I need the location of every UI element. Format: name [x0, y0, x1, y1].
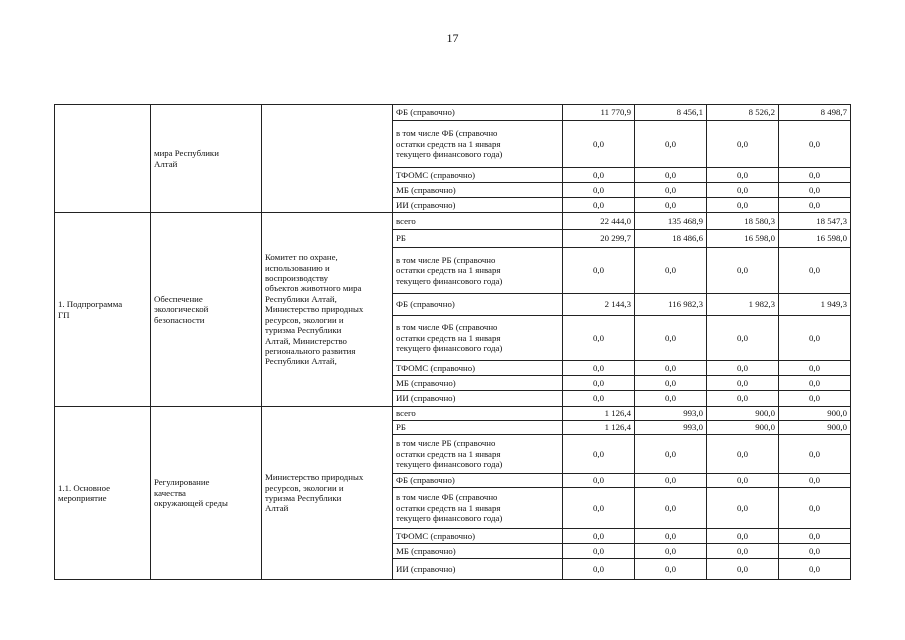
amount-cell-year-1: 0,0	[563, 121, 635, 168]
funding-source-label: ИИ (справочно)	[396, 199, 456, 210]
amount-cell-year-2: 18 486,6	[635, 230, 707, 248]
funding-source-label: МБ (справочно)	[396, 377, 456, 388]
amount-cell-year-4: 0,0	[779, 529, 851, 544]
amount-cell-year-2: 0,0	[635, 248, 707, 294]
amount-cell-year-3: 8 526,2	[707, 105, 779, 121]
amount-cell-year-2: 0,0	[635, 435, 707, 474]
amount-cell-year-2: 0,0	[635, 361, 707, 376]
amount-cell-year-3: 0,0	[707, 248, 779, 294]
executor-cell	[262, 105, 393, 213]
amount-cell-year-2: 0,0	[635, 168, 707, 183]
amount-cell-year-3: 900,0	[707, 407, 779, 421]
program-goal-cell	[151, 213, 262, 407]
amount-cell-year-2: 8 456,1	[635, 105, 707, 121]
amount-cell-year-1: 0,0	[563, 183, 635, 198]
amount-cell-year-3: 0,0	[707, 121, 779, 168]
amount-cell-year-3: 18 580,3	[707, 213, 779, 230]
amount-cell-year-3: 0,0	[707, 435, 779, 474]
budget-table	[54, 104, 851, 580]
amount-cell-year-2: 0,0	[635, 488, 707, 529]
funding-source-label: в том числе ФБ (справочно остатки средств на 1 января текущего финансового года)	[396, 128, 503, 160]
amount-cell-year-1: 0,0	[563, 198, 635, 213]
program-goal-cell-text: Обеспечение экологической безопасности	[154, 293, 209, 325]
funding-source-label: в том числе РБ (справочно остатки средств на 1 января текущего финансового года)	[396, 438, 503, 470]
amount-cell-year-4: 0,0	[779, 544, 851, 559]
funding-source-cell	[393, 559, 563, 580]
amount-cell-year-2: 993,0	[635, 407, 707, 421]
amount-cell-year-3: 0,0	[707, 198, 779, 213]
program-name-cell	[55, 105, 151, 213]
funding-source-cell	[393, 544, 563, 559]
amount-cell-year-1: 0,0	[563, 316, 635, 361]
funding-source-cell	[393, 488, 563, 529]
program-goal-cell-text: Регулирование качества окружающей среды	[154, 477, 228, 509]
amount-cell-year-2: 0,0	[635, 316, 707, 361]
amount-cell-year-1: 0,0	[563, 529, 635, 544]
funding-source-label: ТФОМС (справочно)	[396, 169, 476, 180]
amount-cell-year-3: 0,0	[707, 183, 779, 198]
amount-cell-year-3: 0,0	[707, 559, 779, 580]
amount-cell-year-1: 0,0	[563, 435, 635, 474]
amount-cell-year-1: 22 444,0	[563, 213, 635, 230]
amount-cell-year-4: 900,0	[779, 421, 851, 435]
executor-cell	[262, 407, 393, 580]
amount-cell-year-2: 0,0	[635, 474, 707, 488]
amount-cell-year-3: 0,0	[707, 376, 779, 391]
amount-cell-year-1: 20 299,7	[563, 230, 635, 248]
amount-cell-year-2: 0,0	[635, 559, 707, 580]
amount-cell-year-4: 0,0	[779, 168, 851, 183]
funding-source-label: МБ (справочно)	[396, 545, 456, 556]
executor-cell-text: Министерство природных ресурсов, экологии и туризма Республики Алтай	[265, 472, 364, 514]
funding-source-label: ИИ (справочно)	[396, 563, 456, 574]
amount-cell-year-1: 1 126,4	[563, 421, 635, 435]
table-row	[55, 213, 851, 230]
amount-cell-year-1: 0,0	[563, 168, 635, 183]
amount-cell-year-3: 1 982,3	[707, 294, 779, 316]
amount-cell-year-3: 0,0	[707, 391, 779, 407]
amount-cell-year-3: 0,0	[707, 544, 779, 559]
amount-cell-year-1: 0,0	[563, 544, 635, 559]
amount-cell-year-4: 0,0	[779, 488, 851, 529]
funding-source-cell	[393, 213, 563, 230]
amount-cell-year-2: 135 468,9	[635, 213, 707, 230]
funding-source-cell	[393, 198, 563, 213]
table-row	[55, 105, 851, 121]
funding-source-label: РБ	[396, 422, 406, 433]
amount-cell-year-4: 16 598,0	[779, 230, 851, 248]
amount-cell-year-2: 0,0	[635, 121, 707, 168]
amount-cell-year-4: 900,0	[779, 407, 851, 421]
amount-cell-year-3: 0,0	[707, 488, 779, 529]
funding-source-cell	[393, 376, 563, 391]
amount-cell-year-3: 900,0	[707, 421, 779, 435]
funding-source-label: ТФОМС (справочно)	[396, 530, 476, 541]
amount-cell-year-2: 0,0	[635, 376, 707, 391]
funding-source-label: ИИ (справочно)	[396, 393, 456, 404]
funding-source-label: в том числе ФБ (справочно остатки средств на 1 января текущего финансового года)	[396, 322, 503, 354]
amount-cell-year-2: 0,0	[635, 391, 707, 407]
program-goal-cell	[151, 407, 262, 580]
funding-source-label: ФБ (справочно)	[396, 299, 455, 310]
amount-cell-year-4: 0,0	[779, 559, 851, 580]
amount-cell-year-4: 0,0	[779, 361, 851, 376]
amount-cell-year-4: 0,0	[779, 316, 851, 361]
funding-source-cell	[393, 421, 563, 435]
amount-cell-year-4: 0,0	[779, 391, 851, 407]
amount-cell-year-4: 0,0	[779, 435, 851, 474]
executor-cell-text: Комитет по охране, использованию и воспроизводству объектов животного мира Республики Алтай, Министерство природных ресурсов, экологии и туризма Республики Алтай, Министерство регионального развития Республики Алтай,	[265, 252, 364, 367]
funding-source-cell	[393, 248, 563, 294]
page-number: 17	[446, 31, 459, 45]
amount-cell-year-4: 0,0	[779, 376, 851, 391]
amount-cell-year-4: 8 498,7	[779, 105, 851, 121]
amount-cell-year-2: 0,0	[635, 183, 707, 198]
amount-cell-year-1: 0,0	[563, 248, 635, 294]
amount-cell-year-1: 11 770,9	[563, 105, 635, 121]
funding-source-cell	[393, 391, 563, 407]
amount-cell-year-4: 0,0	[779, 474, 851, 488]
funding-source-label: ФБ (справочно)	[396, 475, 455, 486]
amount-cell-year-3: 0,0	[707, 168, 779, 183]
amount-cell-year-3: 0,0	[707, 316, 779, 361]
funding-source-cell	[393, 183, 563, 198]
funding-source-cell	[393, 435, 563, 474]
amount-cell-year-4: 0,0	[779, 248, 851, 294]
amount-cell-year-1: 0,0	[563, 376, 635, 391]
amount-cell-year-2: 0,0	[635, 544, 707, 559]
amount-cell-year-3: 16 598,0	[707, 230, 779, 248]
amount-cell-year-4: 18 547,3	[779, 213, 851, 230]
amount-cell-year-2: 0,0	[635, 529, 707, 544]
funding-source-label: ФБ (справочно)	[396, 107, 455, 118]
funding-source-cell	[393, 168, 563, 183]
amount-cell-year-3: 0,0	[707, 474, 779, 488]
program-name-cell-text: 1.1. Основное мероприятие	[58, 482, 111, 503]
funding-source-label: РБ	[396, 233, 406, 244]
funding-source-label: в том числе РБ (справочно остатки средств на 1 января текущего финансового года)	[396, 254, 503, 286]
amount-cell-year-2: 116 982,3	[635, 294, 707, 316]
amount-cell-year-4: 0,0	[779, 183, 851, 198]
amount-cell-year-4: 0,0	[779, 198, 851, 213]
funding-source-cell	[393, 529, 563, 544]
table-row	[55, 407, 851, 421]
amount-cell-year-2: 993,0	[635, 421, 707, 435]
funding-source-cell	[393, 230, 563, 248]
funding-source-cell	[393, 316, 563, 361]
funding-source-cell	[393, 361, 563, 376]
amount-cell-year-1: 0,0	[563, 474, 635, 488]
funding-source-label: МБ (справочно)	[396, 184, 456, 195]
amount-cell-year-1: 2 144,3	[563, 294, 635, 316]
budget-table-body	[55, 105, 851, 580]
program-name-cell-text: 1. Подпрограмма ГП	[58, 299, 123, 320]
funding-source-cell	[393, 474, 563, 488]
program-goal-cell	[151, 105, 262, 213]
funding-source-label: всего	[396, 408, 416, 419]
amount-cell-year-1: 0,0	[563, 559, 635, 580]
program-goal-cell-text: мира Республики Алтай	[154, 148, 219, 169]
program-name-cell	[55, 213, 151, 407]
amount-cell-year-1: 0,0	[563, 361, 635, 376]
amount-cell-year-4: 0,0	[779, 121, 851, 168]
funding-source-cell	[393, 407, 563, 421]
funding-source-label: всего	[396, 215, 416, 226]
amount-cell-year-1: 0,0	[563, 391, 635, 407]
executor-cell	[262, 213, 393, 407]
funding-source-label: ТФОМС (справочно)	[396, 362, 476, 373]
funding-source-cell	[393, 105, 563, 121]
funding-source-label: в том числе ФБ (справочно остатки средств на 1 января текущего финансового года)	[396, 492, 503, 524]
amount-cell-year-1: 0,0	[563, 488, 635, 529]
amount-cell-year-1: 1 126,4	[563, 407, 635, 421]
amount-cell-year-3: 0,0	[707, 361, 779, 376]
amount-cell-year-4: 1 949,3	[779, 294, 851, 316]
amount-cell-year-2: 0,0	[635, 198, 707, 213]
funding-source-cell	[393, 121, 563, 168]
funding-source-cell	[393, 294, 563, 316]
amount-cell-year-3: 0,0	[707, 529, 779, 544]
program-name-cell	[55, 407, 151, 580]
